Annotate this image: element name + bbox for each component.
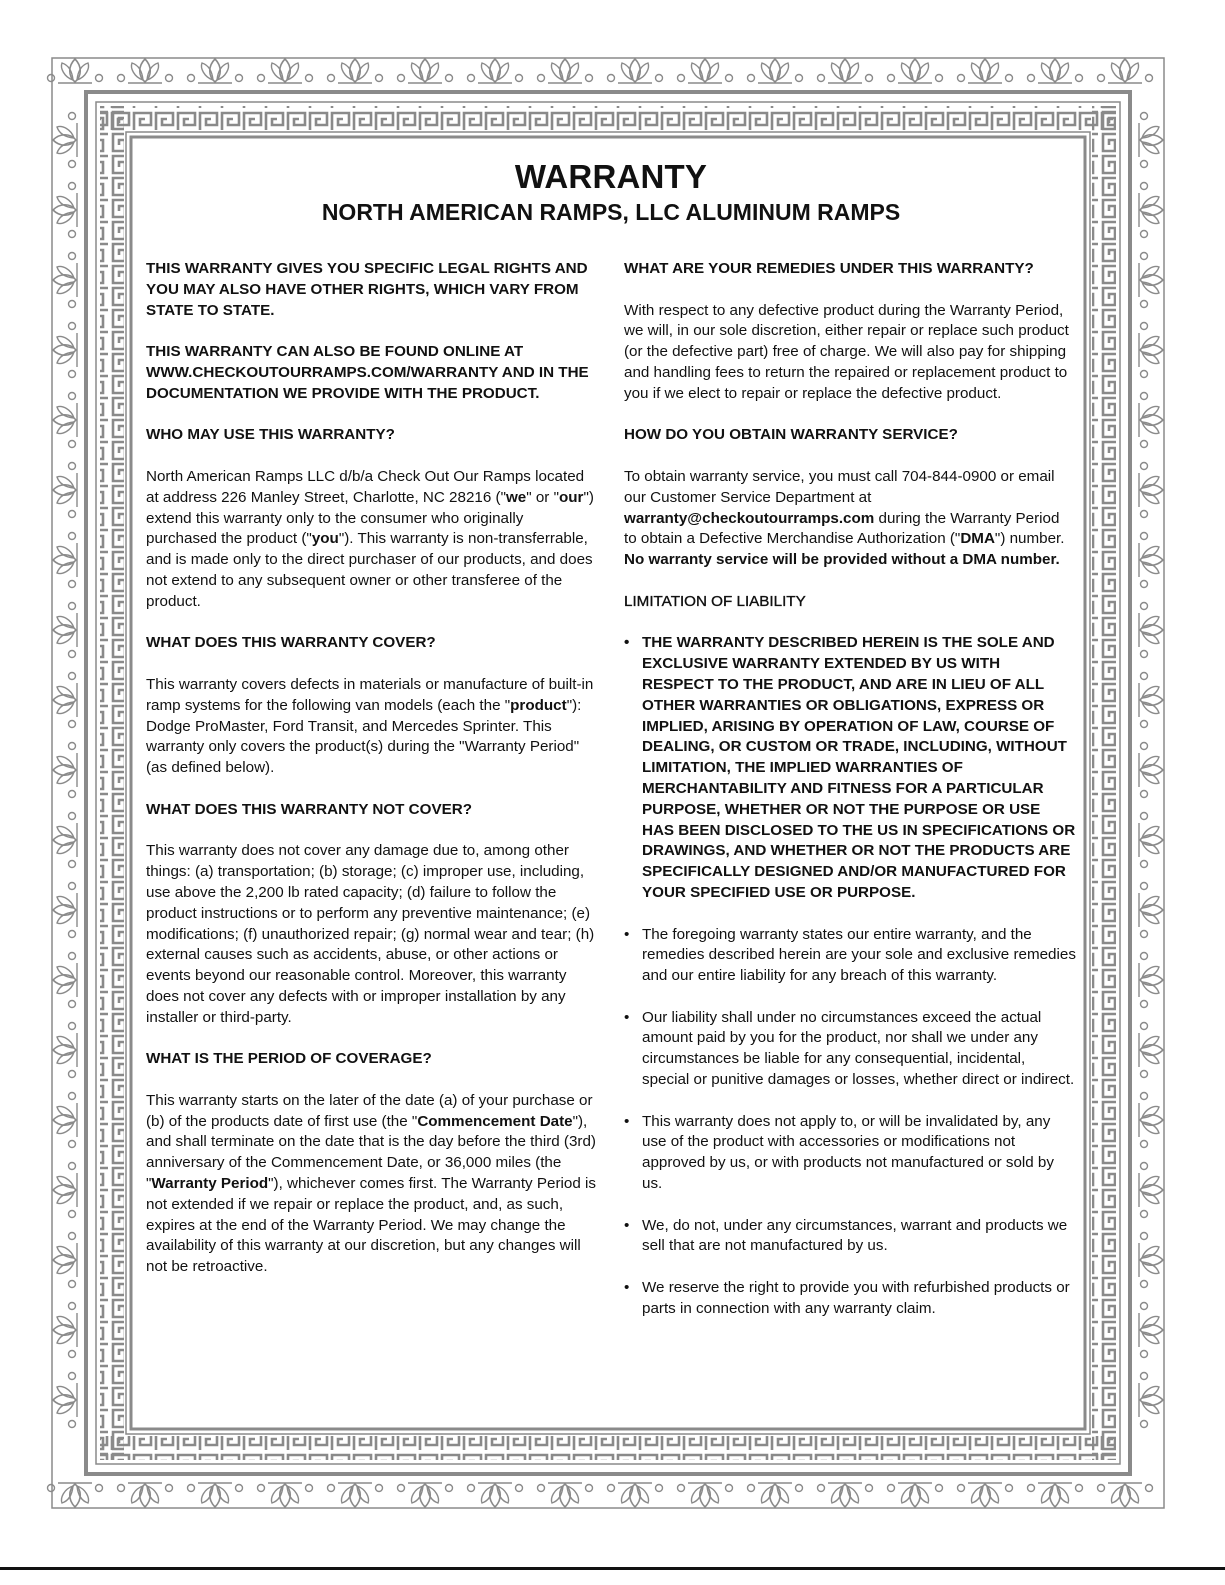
lotus-ornament [398, 59, 453, 83]
lotus-ornament [1139, 323, 1163, 378]
who-paragraph [146, 467, 598, 613]
lotus-ornament [53, 673, 77, 728]
list-item [624, 1008, 1076, 1091]
who-text-4: "). This warranty is non-transferrable, and is made only to the direct purchaser of our products, and does not extend to any subsequent owner or other transferee of the product. [146, 530, 593, 610]
list-item-text: We reserve the right to provide you with refurbished products or parts in connection with any warranty claim. [642, 1279, 1070, 1317]
dma-term: DMA [960, 530, 995, 548]
lotus-ornament [53, 323, 77, 378]
lotus-ornament [1139, 603, 1163, 658]
lotus-ornament [1139, 743, 1163, 798]
lotus-ornament [53, 113, 77, 168]
lotus-ornament [53, 883, 77, 938]
bullet-icon: • [624, 1279, 630, 1297]
lotus-ornament [258, 1483, 313, 1507]
period-heading: WHAT IS THE PERIOD OF COVERAGE? [146, 1050, 432, 1068]
remedies-heading: WHAT ARE YOUR REMEDIES UNDER THIS WARRANTY? [624, 260, 1034, 277]
who-text-1: North American Ramps LLC d/b/a Check Out Our Ramps located at address 226 Manley Street, Charlotte, NC 28216 (" [146, 467, 585, 506]
lotus-ornament [818, 1483, 873, 1507]
lotus-ornament [1139, 953, 1163, 1008]
lotus-ornament [53, 813, 77, 868]
warranty-period-term: Warranty Period [151, 1175, 269, 1193]
lotus-ornament [1139, 1233, 1163, 1288]
cover-text-2: "): Dodge ProMaster, Ford Transit, and Mercedes Sprinter. This warranty only covers the product(s) during the "Warranty Period" (as defined below). [146, 696, 582, 777]
who-text-3: ") extend this warranty only to the consumer who originally purchased the product (" [146, 488, 594, 548]
lotus-ornament [258, 59, 313, 83]
not-cover-paragraph: This warranty does not cover any damage due to, among other things: (a) transportation; (b) storage; (c) improper use, including, use above the 2,200 lb rated capacity; (d) failure to follow the product instructions or to perform any preventive maintenance; (e) modifications; (f) unauthorized repair; (g) normal wear and tear; (h) external causes such as accidents, abuse, or other actions or events beyond our reasonable control. Moreover, this warranty does not cover any defects with or improper installation by any installer or third-party. [146, 842, 595, 1026]
lotus-ornament [888, 1483, 943, 1507]
service-text-2: during the Warranty Period to obtain a Defective Merchandise Authorization (" [624, 509, 1060, 548]
period-text-2: "), and shall terminate on the date that is the day before the third (3rd) anniversary of the Commencement Date, or 36,000 miles (the " [146, 1112, 596, 1193]
lotus-ornament [48, 1483, 103, 1507]
online-availability-notice: THIS WARRANTY CAN ALSO BE FOUND ONLINE AT WWW.CHECKOUTOURRAMPS.COM/WARRANTY AND IN THE DOCUMENTATION WE PROVIDE WITH THE PRODUCT. [146, 343, 589, 402]
page-bottom-rule [0, 1567, 1225, 1570]
period-text-1: This warranty starts on the later of the date (a) of your purchase or (b) of the products date of first use (the " [146, 1091, 593, 1130]
lotus-ornament [53, 603, 77, 658]
lotus-ornament [678, 59, 733, 83]
lotus-ornament [1028, 1483, 1083, 1507]
lotus-ornament [1139, 253, 1163, 308]
lotus-ornament [468, 59, 523, 83]
lotus-ornament [53, 253, 77, 308]
lotus-ornament [1139, 1023, 1163, 1078]
lotus-ornament [53, 953, 77, 1008]
lotus-ornament [328, 1483, 383, 1507]
warranty-email: warranty@checkoutourramps.com [624, 509, 875, 527]
two-column-body [146, 259, 1076, 1340]
legal-rights-notice: THIS WARRANTY GIVES YOU SPECIFIC LEGAL RIGHTS AND YOU MAY ALSO HAVE OTHER RIGHTS, WHICH VARY FROM STATE TO STATE. [146, 260, 588, 319]
remedies-paragraph: With respect to any defective product during the Warranty Period, we will, in our sole discretion, either repair or replace such product (or the defective part) free of charge. We will also pay for shipping and handling fees to return the repaired or replacement product to you if we elect to repair or replace the defective product. [624, 301, 1069, 402]
list-item [624, 633, 1076, 903]
period-text-3: "), whichever comes first. The Warranty Period is not extended if we repair or replace the product, and, as such, expires at the end of the Warranty Period. We may change the availability of this warranty at our discretion, but any changes will not be retroactive. [146, 1175, 596, 1276]
service-heading: HOW DO YOU OBTAIN WARRANTY SERVICE? [624, 426, 958, 444]
document-subtitle: NORTH AMERICAN RAMPS, LLC ALUMINUM RAMPS [321, 199, 901, 225]
bullet-icon: • [624, 1112, 630, 1130]
lotus-ornament [1139, 113, 1163, 168]
list-item-text: This warranty does not apply to, or will be invalidated by, any use of the product with accessories or modifications not approved by us, or with products not manufactured or sold by us. [642, 1112, 1054, 1193]
lotus-ornament [188, 1483, 243, 1507]
lotus-ornament [1139, 1373, 1163, 1428]
lotus-ornament [53, 1093, 77, 1148]
lotus-ornament [608, 1483, 663, 1507]
lotus-ornament [608, 59, 663, 83]
lotus-ornament [748, 1483, 803, 1507]
lotus-ornament [53, 1373, 77, 1428]
service-text-3: ") number. [994, 530, 1065, 548]
cover-paragraph [146, 675, 598, 779]
list-item-text: We, do not, under any circumstances, warrant and products we sell that are not manufactured by us. [642, 1216, 1068, 1255]
not-cover-heading: WHAT DOES THIS WARRANTY NOT COVER? [146, 800, 472, 818]
warranty-document [146, 156, 1076, 1340]
lotus-ornament [1139, 533, 1163, 588]
cover-heading: WHAT DOES THIS WARRANTY COVER? [146, 634, 436, 652]
lotus-ornament [53, 183, 77, 238]
lotus-ornament [53, 743, 77, 798]
document-title: WARRANTY [514, 158, 708, 195]
lotus-ornament [818, 59, 873, 83]
lotus-ornament [468, 1483, 523, 1507]
lotus-ornament [888, 59, 943, 83]
lotus-ornament [1139, 183, 1163, 238]
lotus-ornament [118, 1483, 173, 1507]
list-item-text: THE WARRANTY DESCRIBED HEREIN IS THE SOLE AND EXCLUSIVE WARRANTY EXTENDED BY US WITH RESPECT TO THE PRODUCT, AND ARE IN LIEU OF ALL OTHER WARRANTIES OR OBLIGATIONS, EXPRESS OR IMPLIED, ARISING BY OPERATION OF LAW, COURSE OF DEALING, OR CUSTOM OR TRADE, INCLUDING, WITHOUT LIMITATION, THE IMPLIED WARRANTIES OF MERCHANTABILITY AND FITNESS FOR A PARTICULAR PURPOSE, WHETHER OR NOT THE PURPOSE OR USE HAS BEEN DISCLOSED TO THE US IN SPECIFICATIONS OR DRAWINGS, AND WHETHER OR NOT THE PRODUCTS ARE SPECIFICALLY DESIGNED AND/OR MANUFACTURED FOR YOUR SPECIFIED USE OR PURPOSE. [642, 634, 1076, 901]
lotus-ornament [1139, 393, 1163, 448]
lotus-ornament [678, 1483, 733, 1507]
dma-required-notice: No warranty service will be provided without a DMA number. [624, 551, 1060, 569]
liability-list [624, 633, 1076, 1319]
who-text-2: " or " [526, 488, 559, 506]
list-item [624, 925, 1076, 987]
who-heading: WHO MAY USE THIS WARRANTY? [146, 426, 395, 444]
lotus-ornament [1139, 1093, 1163, 1148]
bullet-icon: • [624, 1008, 630, 1026]
we-term: we [505, 488, 527, 506]
bullet-icon: • [624, 1216, 630, 1234]
lotus-ornament [1098, 59, 1153, 83]
commencement-date-term: Commencement Date [417, 1112, 573, 1130]
list-item [624, 1216, 1076, 1258]
lotus-ornament [538, 1483, 593, 1507]
lotus-ornament [748, 59, 803, 83]
bullet-icon: • [624, 634, 630, 652]
list-item-text: The foregoing warranty states our entire warranty, and the remedies described herein are your sole and exclusive remedies and our entire liability for any breach of this warranty. [642, 925, 1076, 985]
lotus-ornament [53, 393, 77, 448]
lotus-ornament [328, 59, 383, 83]
lotus-ornament [48, 59, 103, 83]
our-term: our [558, 488, 584, 506]
list-item [624, 1112, 1076, 1195]
list-item [624, 1278, 1076, 1320]
lotus-ornament [53, 1023, 77, 1078]
list-item-text: Our liability shall under no circumstances exceed the actual amount paid by you for the product, nor shall we under any circumstances be liable for any consequential, incidental, special or punitive damages or losses, whether direct or indirect. [642, 1008, 1075, 1089]
lotus-ornament [188, 59, 243, 83]
lotus-ornament [1139, 1303, 1163, 1358]
bullet-icon: • [624, 925, 630, 943]
service-paragraph [624, 467, 1076, 571]
lotus-ornament [1139, 813, 1163, 868]
lotus-ornament [1139, 463, 1163, 518]
you-term: you [311, 530, 339, 548]
lotus-ornament [53, 1233, 77, 1288]
lotus-ornament [53, 1163, 77, 1218]
lotus-ornament [1139, 883, 1163, 938]
lotus-ornament [1139, 1163, 1163, 1218]
lotus-ornament [1139, 673, 1163, 728]
lotus-ornament [53, 533, 77, 588]
service-text-1: To obtain warranty service, you must call 704-844-0900 or email our Customer Service Department at [624, 467, 1055, 506]
lotus-ornament [118, 59, 173, 83]
lotus-ornament [958, 59, 1013, 83]
lotus-ornament [53, 1303, 77, 1358]
lotus-ornament [1028, 59, 1083, 83]
right-column [624, 259, 1076, 1340]
lotus-ornament [958, 1483, 1013, 1507]
period-paragraph [146, 1091, 598, 1278]
cover-text-1: This warranty covers defects in materials or manufacture of built-in ramp systems for the following van models (each the " [146, 675, 594, 714]
lotus-ornament [53, 463, 77, 518]
lotus-ornament [398, 1483, 453, 1507]
liability-heading: LIMITATION OF LIABILITY [624, 592, 806, 610]
left-column [146, 259, 598, 1340]
lotus-ornament [538, 59, 593, 83]
lotus-ornament [1098, 1483, 1153, 1507]
product-term: product [510, 696, 567, 714]
